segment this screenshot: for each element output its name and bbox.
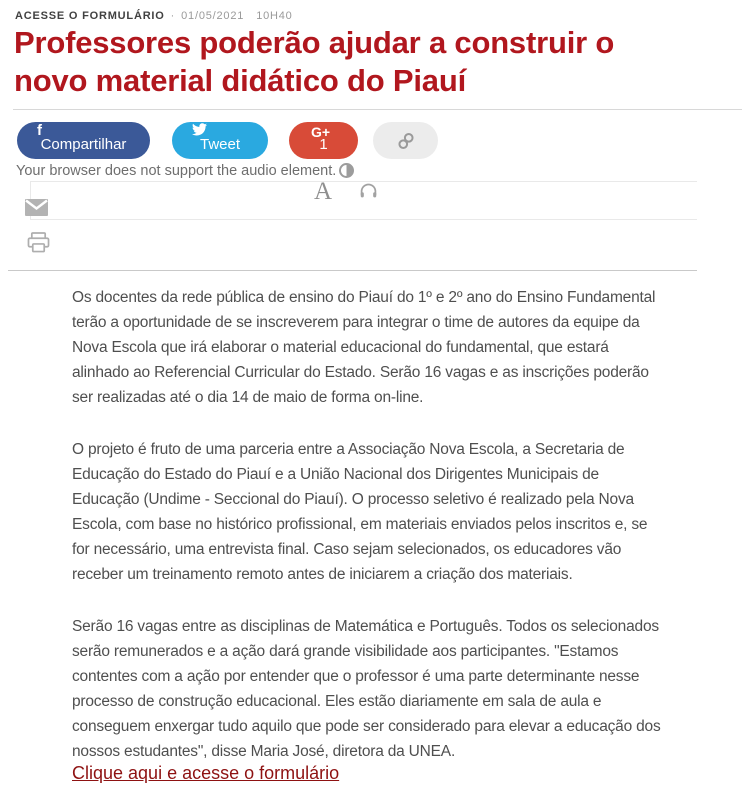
- article-body: [72, 285, 664, 791]
- font-size-button[interactable]: [314, 178, 332, 206]
- separator-dot: ·: [170, 10, 176, 22]
- publish-date: 01/05/2021: [181, 10, 245, 22]
- paragraph-1: Os docentes da rede pública de ensino do Piauí do 1º e 2º ano do Ensino Fundamental terão a oportunidade de se inscreverem para integrar o time de autores da equipe da Nova Escola que irá elaborar o material educacional do fundamental, que estará alinhado ao Referencial Curricular do Estado. Serão 16 vagas e as inscrições poderão ser realizadas até o dia 14 de maio de forma on-line.: [72, 289, 656, 406]
- facebook-share-button[interactable]: [17, 122, 150, 159]
- paragraph-3: Serão 16 vagas entre as disciplinas de Matemática e Português. Todos os selecionados serão remunerados e a ação dará grande visibilidade aos participantes. "Estamos contentes com a ação por entender que o professor é uma parte determinante nesse processo de construção educacional. Eles estão diariamente em sala de aula e conseguem enxergar tudo aquilo que pode ser considerado para elevar a educação dos nossos estudantes", disse Maria José, diretora da UNEA.: [72, 618, 661, 760]
- title-line-1: Professores poderão ajudar a construir o: [14, 25, 615, 60]
- envelope-icon: [25, 203, 48, 220]
- paragraph-2: O projeto é fruto de uma parceria entre a Associação Nova Escola, a Secretaria de Educação do Estado do Piauí e a União Nacional dos Dirigentes Municipais de Educação (Undime - Seccional do Piauí). O processo seletivo é realizado pela Nova Escola, com base no histórico profissional, em materiais enviados pelos inscritos e, se for necessário, uma entrevista final. Caso sejam selecionados, os educadores vão receber um treinamento remoto antes de iniciarem a criação dos materiais.: [72, 441, 648, 583]
- kicker-label[interactable]: ACESSE O FORMULÁRIO: [15, 10, 165, 22]
- title-line-2: novo material didático do Piauí: [14, 63, 466, 98]
- form-access-link[interactable]: Clique aqui e acesse o formulário: [72, 763, 340, 783]
- headphones-icon: [358, 187, 379, 204]
- facebook-icon: f: [37, 122, 42, 139]
- audio-fallback-text: Your browser does not support the audio element.: [16, 163, 337, 179]
- tweet-label: Tweet: [199, 136, 241, 153]
- gplus-share-button[interactable]: [289, 122, 358, 159]
- listen-button[interactable]: [358, 181, 379, 205]
- facebook-share-label: Compartilhar: [40, 136, 127, 153]
- copy-link-button[interactable]: [373, 122, 438, 159]
- gplus-share-count: 1: [319, 136, 328, 153]
- publish-time: 10H40: [256, 10, 293, 22]
- gplus-icon: G+: [311, 124, 331, 140]
- toolbar-divider-bottom: [8, 270, 697, 271]
- toolbar-divider-mid: [30, 219, 697, 220]
- page-title: [14, 24, 734, 100]
- tweet-button[interactable]: [172, 122, 268, 159]
- chain-link-icon: [373, 131, 438, 154]
- print-button[interactable]: [27, 232, 50, 258]
- breadcrumb: [15, 10, 293, 22]
- contrast-icon[interactable]: [339, 163, 354, 178]
- font-size-icon: A: [314, 178, 333, 205]
- printer-icon: [27, 240, 50, 257]
- title-divider: [13, 109, 742, 110]
- email-share-button[interactable]: [25, 199, 48, 221]
